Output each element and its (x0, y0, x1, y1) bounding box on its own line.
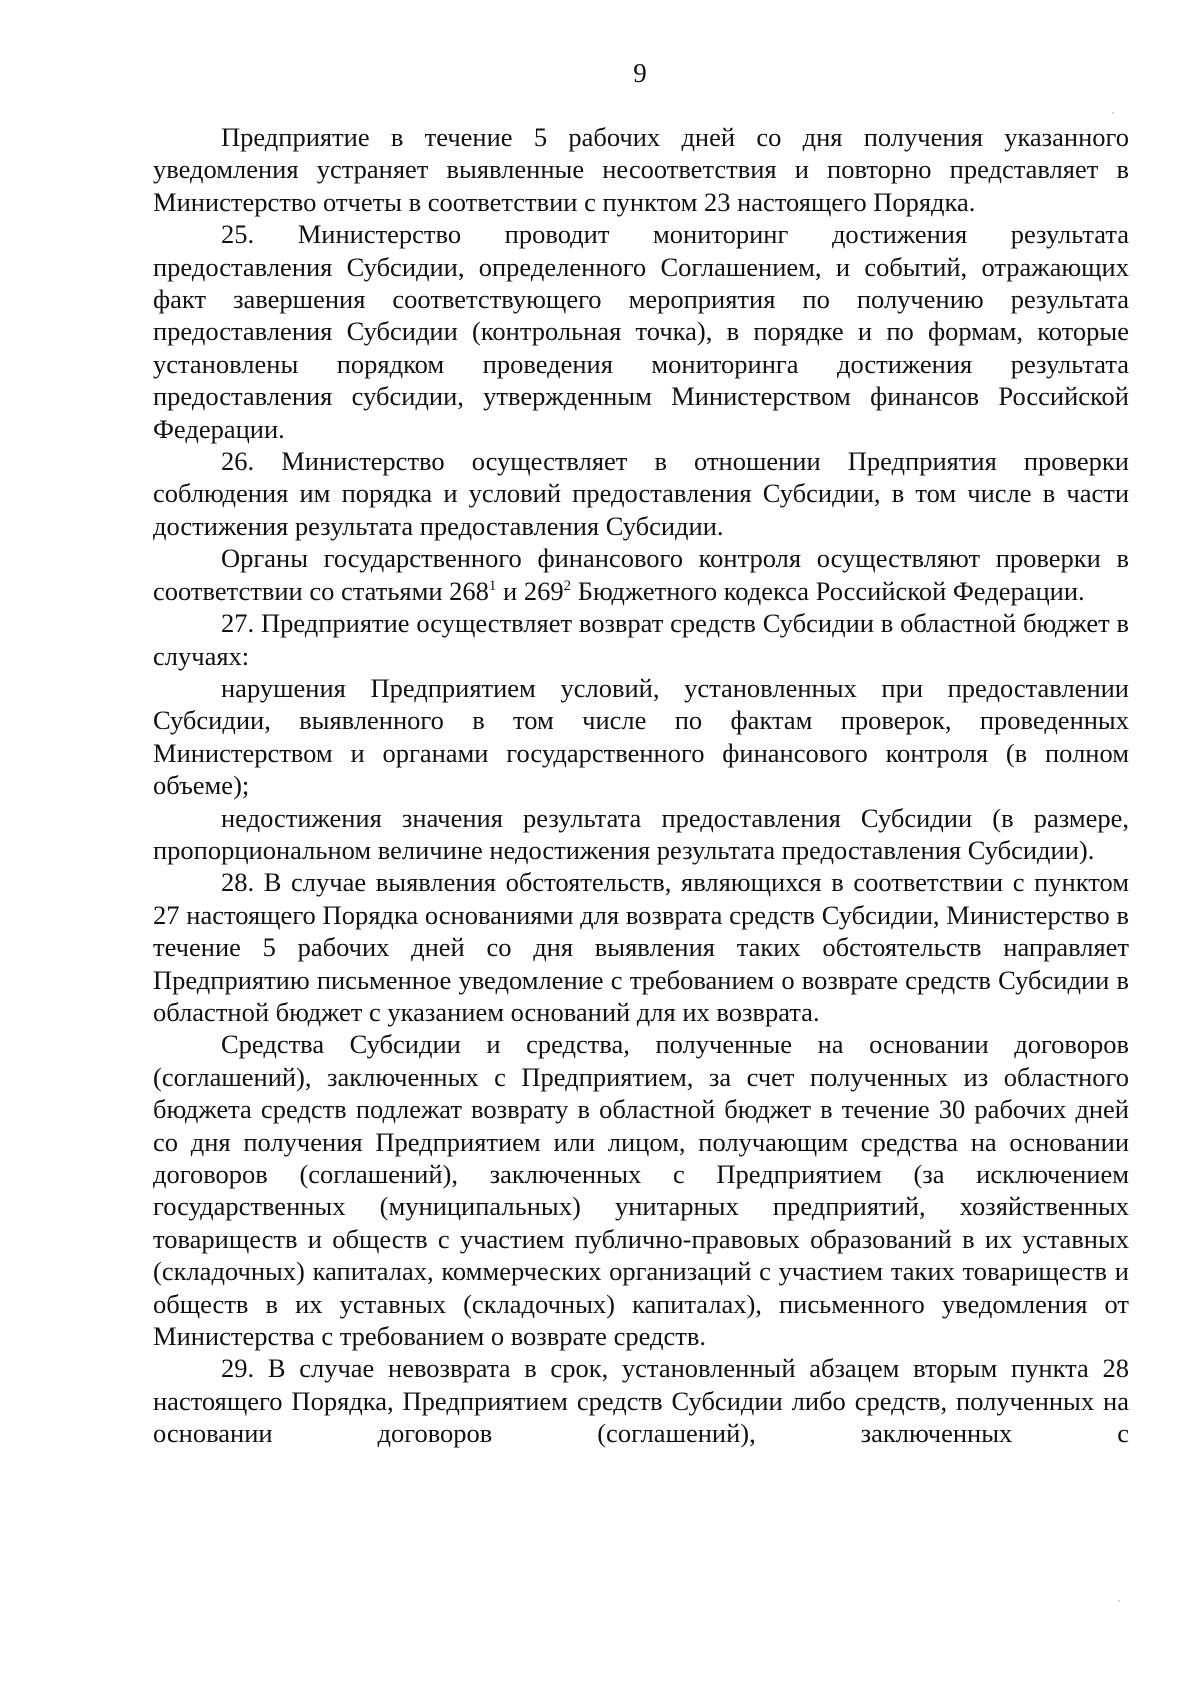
scan-speck (1112, 112, 1114, 114)
paragraph-27-violation: нарушения Предприятием условий, установленных при предоставлении Субсидии, выявленного в том числе по фактам проверок, проведенных Министерством и органами государственного финансового контроля (в полном объеме); (153, 672, 1129, 801)
page-number: 9 (633, 58, 647, 88)
text-segment: Органы государственного финансового контроля осуществляют проверки в соответствии со статьями 268 (153, 543, 1129, 606)
text-segment: и 269 (496, 575, 564, 606)
document-body (153, 121, 1129, 1450)
paragraph-financial-control (153, 542, 1129, 607)
footnote-superscript: 2 (563, 577, 572, 594)
paragraph-27-non-achievement: недостижения значения результата предоставления Субсидии (в размере, пропорциональном величине недостижения результата предоставления Субсидии). (153, 802, 1129, 865)
paragraph-enterprise-corrections: Предприятие в течение 5 рабочих дней со дня получения указанного уведомления устраняет выявленные несоответствия и повторно представляет в Министерство отчеты в соответствии с пунктом 23 настоящего Порядка. (153, 122, 1129, 217)
paragraph-27-refund-cases: 27. Предприятие осуществляет возврат средств Субсидии в областной бюджет в случаях: (153, 608, 1129, 671)
paragraph-28-notification: 28. В случае выявления обстоятельств, являющихся в соответствии с пунктом 27 настоящего Порядка основаниями для возврата средств Субсидии, Министерство в течение 5 рабочих дней со дня выявления таких обстоятельств направляет Предприятию письменное уведомление с требованием о возврате средств Субсидии в областной бюджет с указанием оснований для их возврата. (153, 867, 1129, 1027)
paragraph-29-non-return: 29. В случае невозврата в срок, установленный абзацем вторым пункта 28 настоящего Порядка, Предприятием средств Субсидии либо средств, полученных на основании договоров (соглашений), заключенных с (153, 1353, 1129, 1449)
paragraph-28-refund-term: Средства Субсидии и средства, полученные на основании договоров (соглашений), заключенных с Предприятием, за счет полученных из областного бюджета средств подлежат возврату в областной бюджет в течение 30 рабочих дней со дня получения Предприятием или лицом, получающим средства на основании договоров (соглашений), заключенных с Предприятием (за исключением государственных (муниципальных) унитарных предприятий, хозяйственных товариществ и обществ с участием публично-правовых образований в их уставных (складочных) капиталах, коммерческих организаций с участием таких товариществ и обществ в их уставных (складочных) капиталах), письменного уведомления от Министерства с требованием о возврате средств. (153, 1029, 1129, 1352)
text-segment: Бюджетного кодекса Российской Федерации. (571, 575, 1085, 606)
footnote-superscript: 1 (488, 577, 497, 594)
paragraph-26-inspections: 26. Министерство осуществляет в отношении Предприятия проверки соблюдения им порядка и условий предоставления Субсидии, в том числе в части достижения результата предоставления Субсидии. (153, 446, 1129, 541)
scan-speck (1118, 1600, 1120, 1602)
paragraph-25-monitoring: 25. Министерство проводит мониторинг достижения результата предоставления Субсидии, определенного Соглашением, и событий, отражающих факт завершения соответствующего мероприятия по получению результата предоставления Субсидии (контрольная точка), в порядке и по формам, которые установлены порядком проведения мониторинга достижения результата предоставления субсидии, утвержденным Министерством финансов Российской Федерации. (153, 219, 1129, 444)
